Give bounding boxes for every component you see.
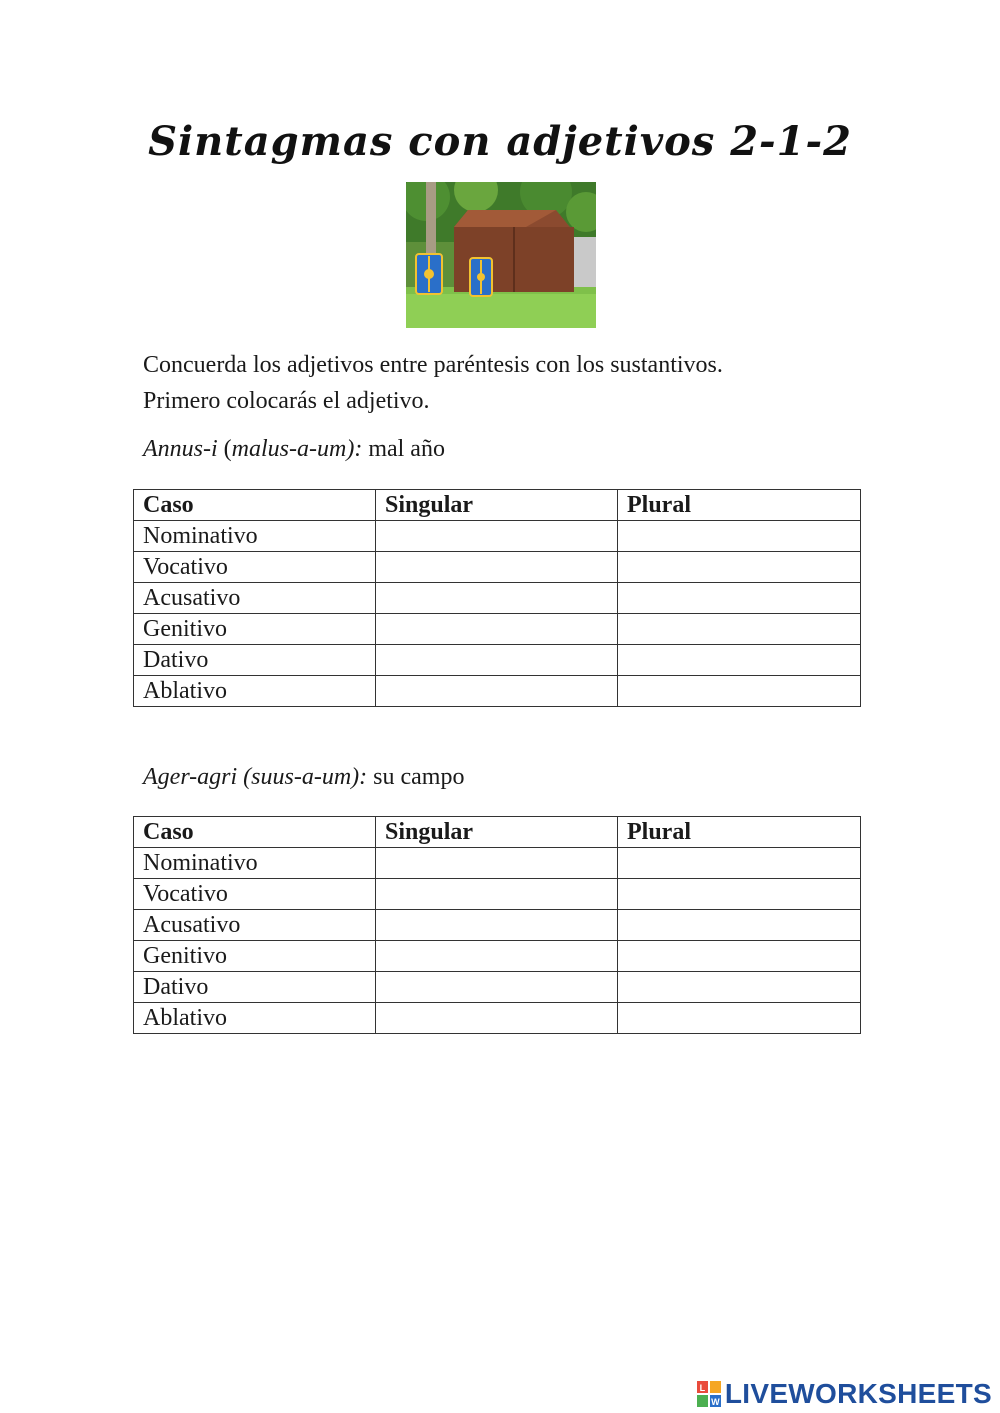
answer-cell xyxy=(376,676,618,707)
answer-cell xyxy=(618,645,861,676)
answer-input[interactable] xyxy=(627,584,851,612)
instructions xyxy=(143,347,863,419)
table-row xyxy=(134,879,861,910)
answer-input[interactable] xyxy=(627,1004,851,1032)
table-header-row xyxy=(134,817,861,848)
answer-input[interactable] xyxy=(385,677,608,705)
answer-cell xyxy=(618,972,861,1003)
answer-cell xyxy=(618,879,861,910)
answer-input[interactable] xyxy=(627,880,851,908)
answer-input[interactable] xyxy=(627,973,851,1001)
exercise-1-table xyxy=(133,489,861,707)
answer-input[interactable] xyxy=(627,522,851,550)
answer-cell xyxy=(376,972,618,1003)
instructions-line-2: Primero colocarás el adjetivo. xyxy=(143,388,430,414)
header-caso: Caso xyxy=(134,490,376,521)
answer-cell xyxy=(618,676,861,707)
exercise-1-label xyxy=(143,436,445,463)
answer-input[interactable] xyxy=(385,849,608,877)
answer-cell xyxy=(618,583,861,614)
instructions-line-1: Concuerda los adjetivos entre paréntesis con los sustantivos. xyxy=(143,352,723,378)
answer-input[interactable] xyxy=(627,849,851,877)
answer-input[interactable] xyxy=(385,973,608,1001)
svg-text:W: W xyxy=(710,1397,720,1407)
answer-input[interactable] xyxy=(385,584,608,612)
page-title: Sintagmas con adjetivos 2-1-2 xyxy=(148,118,852,165)
table-row xyxy=(134,1003,861,1034)
answer-input[interactable] xyxy=(385,942,608,970)
table-row xyxy=(134,583,861,614)
header-singular: Singular xyxy=(376,817,618,848)
exercise-1-translation: mal año xyxy=(368,436,445,462)
answer-cell xyxy=(618,848,861,879)
case-label: Acusativo xyxy=(134,910,376,941)
case-label: Nominativo xyxy=(134,521,376,552)
header-plural: Plural xyxy=(618,490,861,521)
answer-cell xyxy=(376,910,618,941)
exercise-1-noun: Annus-i xyxy=(143,436,218,462)
table-row xyxy=(134,614,861,645)
answer-cell xyxy=(618,614,861,645)
case-label: Ablativo xyxy=(134,1003,376,1034)
answer-cell xyxy=(376,552,618,583)
answer-cell xyxy=(376,583,618,614)
table-row xyxy=(134,552,861,583)
answer-input[interactable] xyxy=(385,1004,608,1032)
answer-cell xyxy=(618,941,861,972)
answer-cell xyxy=(376,879,618,910)
answer-input[interactable] xyxy=(627,677,851,705)
answer-input[interactable] xyxy=(385,911,608,939)
answer-cell xyxy=(376,521,618,552)
exercise-2-table xyxy=(133,816,861,1034)
answer-cell xyxy=(618,910,861,941)
liveworksheets-brand[interactable] xyxy=(697,1378,992,1410)
table-row xyxy=(134,972,861,1003)
answer-input[interactable] xyxy=(627,553,851,581)
case-label: Dativo xyxy=(134,972,376,1003)
case-label: Genitivo xyxy=(134,614,376,645)
exercise-1-open-paren: ( xyxy=(223,436,232,462)
answer-input[interactable] xyxy=(385,646,608,674)
exercise-2-noun-adjective: Ager-agri (suus-a-um): xyxy=(143,764,368,790)
brand-name: LIVEWORKSHEETS xyxy=(724,1378,992,1409)
header-caso: Caso xyxy=(134,817,376,848)
answer-input[interactable] xyxy=(385,553,608,581)
table-row xyxy=(134,645,861,676)
answer-cell xyxy=(618,1003,861,1034)
table-row xyxy=(134,848,861,879)
answer-cell xyxy=(376,645,618,676)
answer-cell xyxy=(376,614,618,645)
exercise-2-translation: su campo xyxy=(373,764,465,790)
answer-input[interactable] xyxy=(627,646,851,674)
case-label: Genitivo xyxy=(134,941,376,972)
answer-input[interactable] xyxy=(627,911,851,939)
case-label: Vocativo xyxy=(134,552,376,583)
svg-text:L: L xyxy=(699,1383,706,1393)
header-plural: Plural xyxy=(618,817,861,848)
table-row xyxy=(134,910,861,941)
liveworksheets-logo-icon xyxy=(697,1381,721,1407)
answer-input[interactable] xyxy=(385,880,608,908)
table-row xyxy=(134,521,861,552)
table-row xyxy=(134,676,861,707)
table-row xyxy=(134,941,861,972)
case-label: Nominativo xyxy=(134,848,376,879)
case-label: Vocativo xyxy=(134,879,376,910)
answer-cell xyxy=(376,848,618,879)
answer-input[interactable] xyxy=(385,522,608,550)
answer-cell xyxy=(618,521,861,552)
case-label: Ablativo xyxy=(134,676,376,707)
case-label: Acusativo xyxy=(134,583,376,614)
answer-input[interactable] xyxy=(627,615,851,643)
roman-tent-photo xyxy=(406,182,596,328)
answer-cell xyxy=(376,941,618,972)
table-header-row xyxy=(134,490,861,521)
exercise-2-label xyxy=(143,764,464,791)
answer-cell xyxy=(376,1003,618,1034)
answer-input[interactable] xyxy=(385,615,608,643)
answer-input[interactable] xyxy=(627,942,851,970)
answer-cell xyxy=(618,552,861,583)
exercise-1-adjective: malus-a-um): xyxy=(231,436,363,462)
case-label: Dativo xyxy=(134,645,376,676)
header-singular: Singular xyxy=(376,490,618,521)
